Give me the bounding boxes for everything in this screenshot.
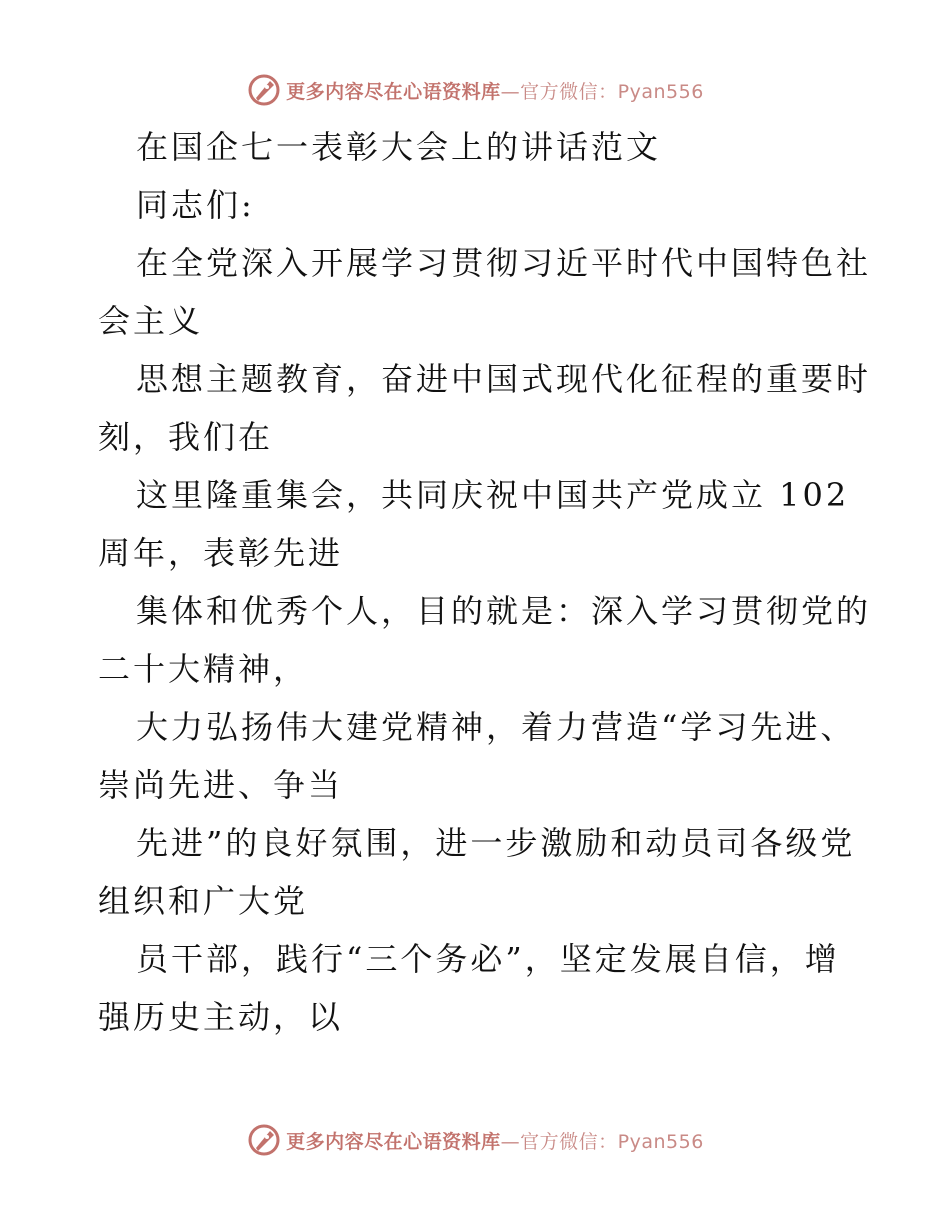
watermark-wechat-text: 官方微信：Pyan556	[520, 1130, 704, 1153]
text-line: 大力弘扬伟大建党精神，着力营造“学习先进、	[136, 708, 856, 746]
text-line: 思想主题教育，奋进中国式现代化征程的重要时	[136, 360, 872, 398]
text-line: 组织和广大党	[98, 882, 309, 920]
text-line: 先进”的良好氛围，进一步激励和动员司各级党	[136, 824, 856, 862]
text-line: 崇尚先进、争当	[98, 766, 344, 804]
watermark-separator: —	[500, 1130, 521, 1153]
pen-nib-circle-icon	[246, 72, 282, 108]
watermark-site-text: 更多内容尽在心语资料库	[286, 1130, 501, 1153]
text-line: 二十大精神，	[98, 650, 309, 688]
text-line: 周年，表彰先进	[98, 534, 344, 572]
header-watermark	[0, 70, 950, 110]
document-body	[98, 118, 872, 1046]
text-line: 员干部，践行“三个务必”，坚定发展自信，增	[136, 940, 840, 978]
watermark-site-text: 更多内容尽在心语资料库	[286, 80, 501, 103]
text-line: 同志们:	[136, 186, 255, 224]
pen-nib-circle-icon	[246, 1122, 282, 1158]
watermark-wechat-text: 官方微信：Pyan556	[520, 80, 704, 103]
text-line: 这里隆重集会，共同庆祝中国共产党成立 102	[136, 476, 850, 514]
text-line: 会主义	[98, 302, 204, 340]
text-line: 集体和优秀个人，目的就是：深入学习贯彻党的	[136, 592, 872, 630]
watermark-separator: —	[500, 80, 521, 103]
footer-watermark	[0, 1120, 950, 1160]
text-line: 强历史主动，以	[98, 998, 344, 1036]
text-line: 刻，我们在	[98, 418, 274, 456]
text-line: 在全党深入开展学习贯彻习近平时代中国特色社	[136, 244, 872, 282]
document-title: 在国企七一表彰大会上的讲话范文	[136, 128, 662, 166]
